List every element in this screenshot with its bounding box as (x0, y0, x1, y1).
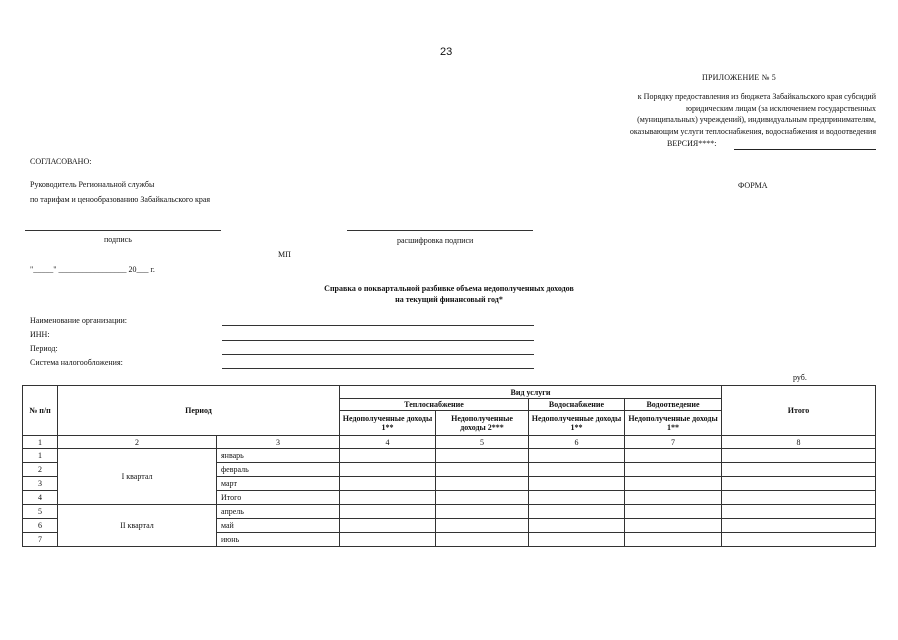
value-cell[interactable] (340, 449, 436, 463)
header-no: № п/п (23, 386, 58, 436)
value-cell[interactable] (625, 505, 722, 519)
col-num: 2 (58, 436, 217, 449)
page-number: 23 (440, 46, 453, 58)
document-title-line1: Справка о поквартальной разбивке объема недополученных доходов (324, 284, 574, 293)
value-cell[interactable] (340, 463, 436, 477)
org-name-field[interactable] (222, 325, 534, 326)
col-num: 6 (529, 436, 625, 449)
value-cell[interactable] (722, 449, 876, 463)
appendix-line: к Порядку предоставления из бюджета Забайкальского края субсидий (637, 92, 876, 101)
header-drain: Водоотведение (625, 399, 722, 411)
value-cell[interactable] (340, 505, 436, 519)
value-cell[interactable] (722, 533, 876, 547)
value-cell[interactable] (625, 519, 722, 533)
col-num: 4 (340, 436, 436, 449)
value-cell[interactable] (722, 477, 876, 491)
table-row (23, 505, 876, 519)
inn-label: ИНН: (30, 330, 50, 339)
signature-line[interactable] (25, 230, 221, 231)
table-row (23, 449, 876, 463)
appendix-line: оказывающим услуги теплоснабжения, водоснабжения и водоотведения (629, 126, 876, 136)
appendix-line: (муниципальных) учреждений), индивидуальным предпринимателям, (637, 115, 876, 125)
value-cell[interactable] (436, 463, 529, 477)
month-label: Итого (217, 491, 340, 505)
agreed-label: СОГЛАСОВАНО: (30, 157, 92, 166)
header-lost-income-1-water: Недополученные доходы 1** (529, 411, 625, 436)
value-cell[interactable] (340, 477, 436, 491)
value-cell[interactable] (436, 533, 529, 547)
col-num: 1 (23, 436, 58, 449)
value-cell[interactable] (340, 533, 436, 547)
row-number: 4 (23, 491, 58, 505)
month-label: май (217, 519, 340, 533)
appendix-line: юридическим лицам (за исключением государственных (686, 103, 876, 113)
month-label: февраль (217, 463, 340, 477)
value-cell[interactable] (436, 519, 529, 533)
row-number: 6 (23, 519, 58, 533)
quarter-label: II квартал (58, 505, 217, 547)
value-cell[interactable] (529, 533, 625, 547)
tax-system-label: Система налогообложения: (30, 358, 123, 367)
stamp-label: МП (278, 250, 291, 259)
signature-caption: подпись (104, 235, 132, 244)
head-title-line2: по тарифам и ценообразованию Забайкальского края (30, 195, 211, 204)
month-label: март (217, 477, 340, 491)
value-cell[interactable] (340, 491, 436, 505)
header-lost-income-1: Недополученные доходы 1** (340, 411, 436, 436)
header-heat: Теплоснабжение (340, 399, 529, 411)
value-cell[interactable] (529, 449, 625, 463)
value-cell[interactable] (722, 505, 876, 519)
header-water: Водоснабжение (529, 399, 625, 411)
decoding-line[interactable] (347, 230, 533, 231)
month-label: январь (217, 449, 340, 463)
inn-field[interactable] (222, 340, 534, 341)
value-cell[interactable] (436, 491, 529, 505)
decoding-caption: расшифровка подписи (397, 236, 474, 245)
version-label: ВЕРСИЯ****: (667, 139, 717, 148)
currency-label: руб. (793, 373, 807, 382)
tax-system-field[interactable] (222, 368, 534, 369)
appendix-title: ПРИЛОЖЕНИЕ № 5 (702, 73, 776, 82)
value-cell[interactable] (529, 491, 625, 505)
value-cell[interactable] (529, 505, 625, 519)
value-cell[interactable] (625, 449, 722, 463)
row-number: 7 (23, 533, 58, 547)
month-label: июнь (217, 533, 340, 547)
document-title-line2: на текущий финансовый год* (395, 295, 503, 304)
value-cell[interactable] (625, 533, 722, 547)
version-input-line[interactable] (734, 149, 876, 150)
period-field[interactable] (222, 354, 534, 355)
month-label: апрель (217, 505, 340, 519)
head-title-line1: Руководитель Региональной службы (30, 180, 155, 189)
value-cell[interactable] (722, 463, 876, 477)
value-cell[interactable] (625, 491, 722, 505)
form-label: ФОРМА (738, 181, 768, 190)
header-lost-income-1-drain: Недополученные доходы 1** (625, 411, 722, 436)
col-num: 3 (217, 436, 340, 449)
header-service-type: Вид услуги (340, 386, 722, 399)
value-cell[interactable] (529, 477, 625, 491)
value-cell[interactable] (722, 491, 876, 505)
col-num: 5 (436, 436, 529, 449)
value-cell[interactable] (625, 463, 722, 477)
value-cell[interactable] (436, 449, 529, 463)
value-cell[interactable] (340, 519, 436, 533)
row-number: 1 (23, 449, 58, 463)
column-number-row (23, 436, 876, 449)
value-cell[interactable] (529, 519, 625, 533)
header-total: Итого (722, 386, 876, 436)
col-num: 8 (722, 436, 876, 449)
quarter-label: I квартал (58, 449, 217, 505)
value-cell[interactable] (436, 477, 529, 491)
header-period: Период (58, 386, 340, 436)
value-cell[interactable] (436, 505, 529, 519)
date-line: "_____" _________________ 20___ г. (30, 265, 155, 274)
header-lost-income-2: Недополученные доходы 2*** (436, 411, 529, 436)
value-cell[interactable] (722, 519, 876, 533)
appendix-text (630, 91, 876, 137)
col-num: 7 (625, 436, 722, 449)
org-name-label: Наименование организации: (30, 316, 128, 325)
revenue-table (22, 385, 876, 547)
value-cell[interactable] (625, 477, 722, 491)
row-number: 2 (23, 463, 58, 477)
value-cell[interactable] (529, 463, 625, 477)
period-label: Период: (30, 344, 58, 353)
row-number: 5 (23, 505, 58, 519)
row-number: 3 (23, 477, 58, 491)
